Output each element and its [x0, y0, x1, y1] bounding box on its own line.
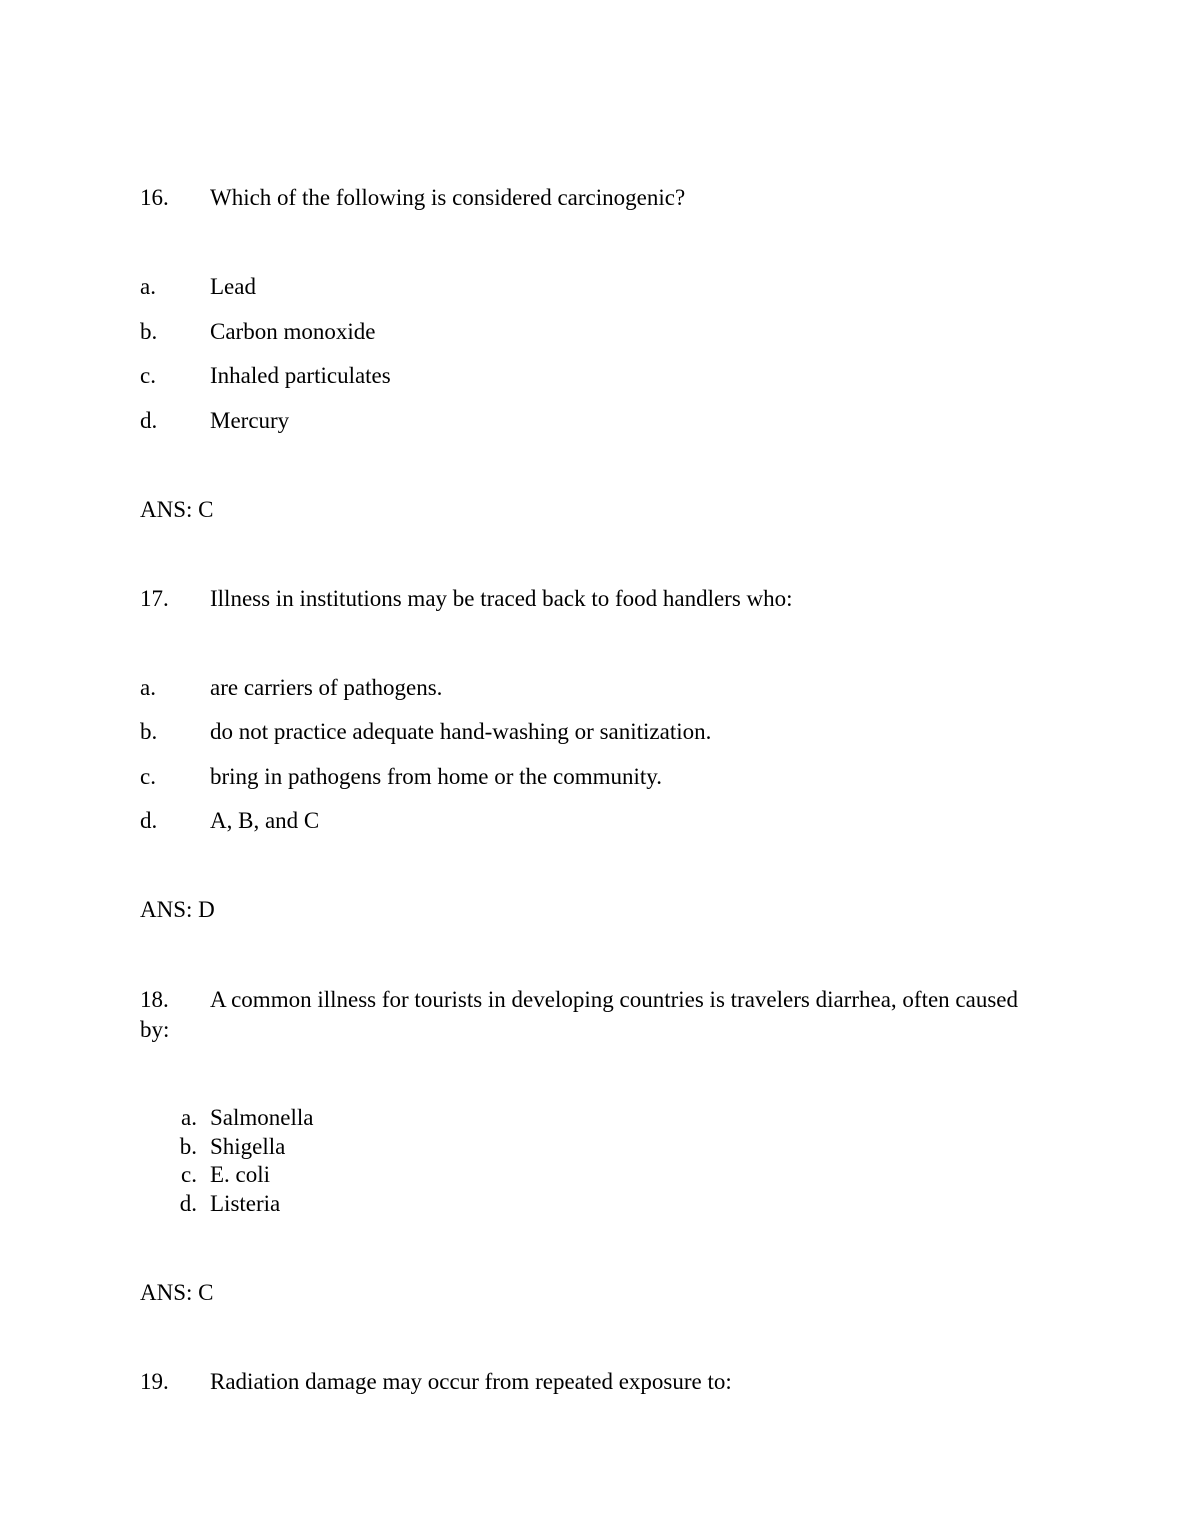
- option-text: Salmonella: [210, 1105, 314, 1130]
- question-number: 19.: [140, 1369, 169, 1394]
- question-number: 18.: [140, 987, 169, 1012]
- option-label: d.: [179, 1191, 197, 1216]
- option-18-b: [140, 1133, 285, 1162]
- option-label: a.: [140, 675, 156, 700]
- option-label: b.: [179, 1134, 197, 1159]
- question-text: Which of the following is considered carcinogenic?: [210, 185, 686, 210]
- option-17-b: [140, 718, 711, 747]
- question-number: 17.: [140, 586, 169, 611]
- option-text: are carriers of pathogens.: [210, 675, 443, 700]
- question-number: 16.: [140, 185, 169, 210]
- option-label: c.: [181, 1162, 197, 1187]
- option-text: Carbon monoxide: [210, 319, 376, 344]
- option-text: Lead: [210, 274, 256, 299]
- option-label: a.: [181, 1105, 197, 1130]
- option-text: Inhaled particulates: [210, 363, 391, 388]
- option-label: d.: [140, 408, 158, 433]
- answer-18: ANS: C: [140, 1280, 214, 1305]
- option-16-c: [140, 362, 391, 391]
- option-18-d: [140, 1190, 280, 1219]
- option-17-d: [140, 807, 319, 836]
- option-18-a: [140, 1104, 313, 1133]
- question-text: Illness in institutions may be traced back to food handlers who:: [210, 586, 793, 611]
- question-18: [140, 985, 1050, 1045]
- option-16-d: [140, 407, 289, 436]
- option-16-b: [140, 318, 375, 347]
- option-text: Shigella: [210, 1134, 286, 1159]
- answer-16: ANS: C: [140, 497, 214, 522]
- option-text: do not practice adequate hand-washing or sanitization.: [210, 719, 712, 744]
- option-text: Listeria: [210, 1191, 281, 1216]
- option-17-a: [140, 674, 442, 703]
- option-text: Mercury: [210, 408, 290, 433]
- question-text: Radiation damage may occur from repeated exposure to:: [210, 1369, 732, 1394]
- question-text: A common illness for tourists in developing countries is travelers diarrhea, often caused by:: [140, 987, 1018, 1042]
- option-text: A, B, and C: [210, 808, 320, 833]
- option-17-c: [140, 763, 662, 792]
- option-text: bring in pathogens from home or the community.: [210, 764, 663, 789]
- question-17: [140, 585, 793, 614]
- option-label: d.: [140, 808, 158, 833]
- option-text: E. coli: [210, 1162, 271, 1187]
- option-16-a: [140, 273, 256, 302]
- option-label: c.: [140, 363, 156, 388]
- option-label: b.: [140, 719, 158, 744]
- question-19: [140, 1368, 732, 1397]
- option-label: b.: [140, 319, 158, 344]
- option-label: a.: [140, 274, 156, 299]
- answer-17: ANS: D: [140, 897, 215, 922]
- question-16: [140, 184, 685, 213]
- option-18-c: [140, 1161, 270, 1190]
- option-label: c.: [140, 764, 156, 789]
